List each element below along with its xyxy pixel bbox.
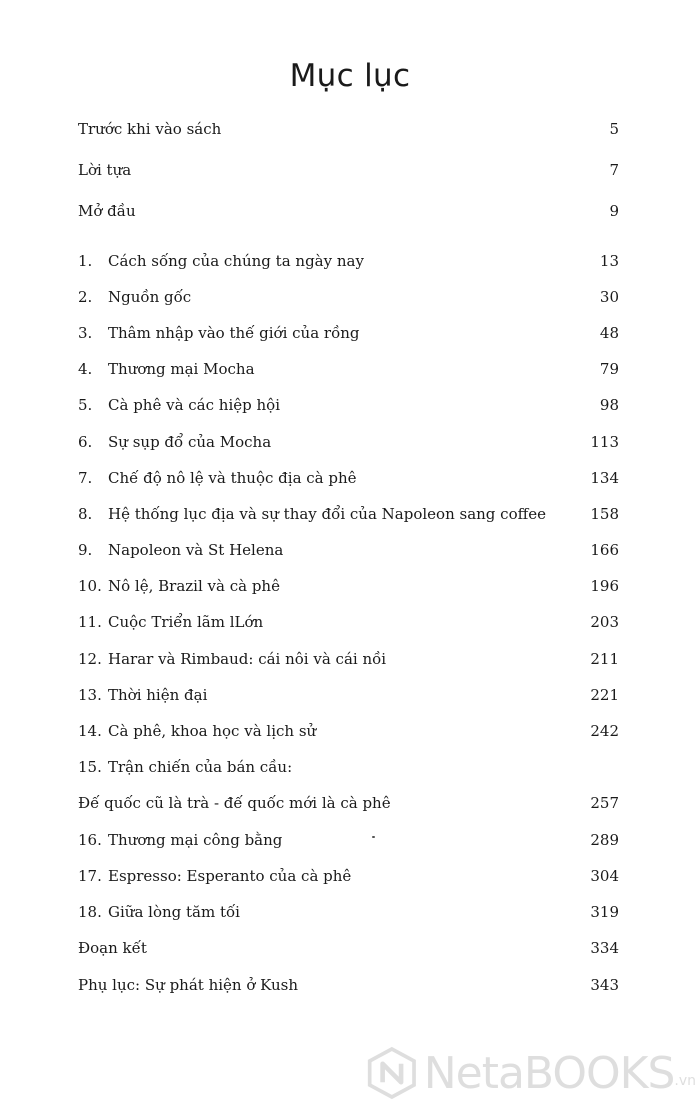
toc-entry-number: 10. [78, 577, 102, 595]
toc-entry [78, 118, 619, 140]
toc-entry-page: 5 [609, 120, 619, 138]
toc-entry-number: 15. [78, 758, 102, 776]
toc-entry-number: 12. [78, 650, 102, 668]
toc-entry-label: Thời hiện đại [108, 686, 208, 704]
toc-entry-number: 11. [78, 613, 102, 631]
page-title: Mục lục [289, 58, 411, 94]
toc-entry-label: Espresso: Esperanto của cà phê [108, 867, 352, 885]
toc-entry [78, 575, 619, 597]
toc-entry [78, 974, 619, 996]
toc-entry [78, 503, 619, 525]
toc-entry-number: 6. [78, 433, 93, 451]
toc-entry-page: 7 [609, 161, 619, 179]
toc-entry-label: Hệ thống lục địa và sự thay đổi của Napoleon sang coffee [108, 505, 547, 523]
watermark [366, 1043, 696, 1103]
toc-entry-page: 203 [590, 613, 619, 631]
toc-entry [78, 684, 619, 706]
watermark-suffix: .vn [674, 1073, 696, 1089]
toc-entry-number: 17. [78, 867, 102, 885]
toc-entry-page: 289 [590, 831, 619, 849]
toc-entry-page: 334 [590, 939, 619, 957]
toc-entry [78, 756, 619, 778]
toc-entry [78, 286, 619, 308]
toc-entry-page: 166 [590, 541, 619, 559]
toc-entry [78, 937, 619, 959]
toc-entry-label: Nguồn gốc [108, 288, 192, 306]
toc-entry-label: Cách sống của chúng ta ngày nay [108, 252, 364, 270]
toc-entry [78, 611, 619, 633]
toc-entry-number: 5. [78, 396, 93, 414]
toc-entry-label: Cuộc Triển lãm lLớn [108, 613, 264, 631]
toc-entry [78, 865, 619, 887]
toc-entry-label: Napoleon và St Helena [108, 541, 284, 559]
toc-entry-number: 1. [78, 252, 93, 270]
toc-entry-label: Nô lệ, Brazil và cà phê [108, 577, 280, 595]
netabooks-logo-icon [366, 1045, 418, 1101]
toc-entry-number: 14. [78, 722, 102, 740]
toc-entry-label: Đoạn kết [78, 939, 147, 957]
toc-entry [78, 901, 619, 923]
toc-entry-page: 113 [590, 433, 619, 451]
toc-entry [78, 159, 619, 181]
toc-entry-number: 13. [78, 686, 102, 704]
toc-entry [78, 467, 619, 489]
toc-entry-page: 221 [590, 686, 619, 704]
scan-speck [372, 836, 375, 838]
toc-entry-number: 8. [78, 505, 93, 523]
toc-entry [78, 539, 619, 561]
toc-entry-label: Giữa lòng tăm tối [108, 903, 240, 921]
toc-entry-label: Thương mại công bằng [108, 831, 283, 849]
toc-entry-label: Trận chiến của bán cầu: [108, 758, 293, 776]
toc-entry-number: 3. [78, 324, 93, 342]
toc-entry [78, 431, 619, 453]
toc-entry-page: 158 [590, 505, 619, 523]
toc-entry-page: 257 [590, 794, 619, 812]
toc-entry-label: Phụ lục: Sự phát hiện ở Kush [78, 976, 299, 994]
toc-entry-number: 9. [78, 541, 93, 559]
toc-entry [78, 200, 619, 222]
toc-entry-page: 48 [599, 324, 619, 342]
toc-entry-label: Đế quốc cũ là trà - đế quốc mới là cà phê [78, 794, 391, 812]
toc-entry-label: Thâm nhập vào thế giới của rồng [108, 324, 360, 342]
toc-entry-number: 7. [78, 469, 93, 487]
toc-entry-page: 134 [590, 469, 619, 487]
toc-entry-label: Trước khi vào sách [78, 120, 222, 138]
toc-entry-page: 343 [590, 976, 619, 994]
toc-entry-label: Sự sụp đổ của Mocha [108, 433, 272, 451]
toc-entry-page: 242 [590, 722, 619, 740]
toc-entry-label: Thương mại Mocha [108, 360, 255, 378]
toc-entry [78, 322, 619, 344]
toc-entry-page: 13 [599, 252, 619, 270]
toc-entry-page: 319 [590, 903, 619, 921]
toc-entry [78, 829, 619, 851]
toc-entry-page: 9 [609, 202, 619, 220]
toc-entry-number: 4. [78, 360, 93, 378]
toc-entry-number: 2. [78, 288, 93, 306]
toc-entry-label: Lời tựa [78, 161, 132, 179]
toc-entry-page: 211 [590, 650, 619, 668]
watermark-brand: NetaBOOKS [423, 1047, 675, 1099]
toc-entry-number: 16. [78, 831, 102, 849]
toc-entry [78, 720, 619, 742]
toc-entry-page: 304 [590, 867, 619, 885]
toc-entry-label: Harar và Rimbaud: cái nôi và cái nồi [108, 650, 387, 668]
toc-entry [78, 250, 619, 272]
toc-entry [78, 792, 619, 814]
toc-entry-label: Cà phê, khoa học và lịch sử [108, 722, 317, 740]
toc-entry-label: Mở đầu [78, 202, 136, 220]
toc-entry-label: Cà phê và các hiệp hội [108, 396, 280, 414]
toc-entry-page: 30 [599, 288, 619, 306]
toc-entry-page: 79 [599, 360, 619, 378]
toc-entry [78, 358, 619, 380]
toc-entry-label: Chế độ nô lệ và thuộc địa cà phê [108, 469, 357, 487]
toc-entry [78, 648, 619, 670]
toc-entry-page: 196 [590, 577, 619, 595]
toc-entry-number: 18. [78, 903, 102, 921]
toc-entry-page: 98 [599, 396, 619, 414]
toc-entry [78, 394, 619, 416]
